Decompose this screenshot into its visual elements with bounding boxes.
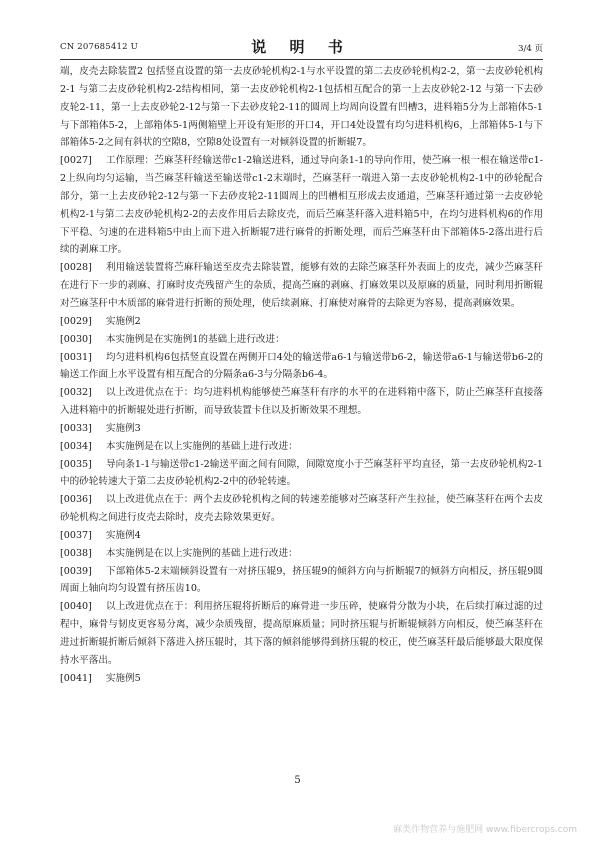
paragraph [60, 349, 543, 385]
paragraph-text: 以上改进优点在于：两个去皮砂轮机构之间的转速差能够对苎麻茎秆产生拉扯，使苎麻茎秆在两个去皮砂轮机构之间进行皮壳去除时，皮壳去除效果更好。 [60, 494, 543, 524]
document-title: 说 明 书 [251, 38, 352, 56]
paragraph-number: [0040] [60, 601, 92, 613]
paragraph-number: [0028] [60, 262, 92, 274]
page-header [60, 36, 543, 56]
paragraph-text: 本实施例是在以上实施例的基础上进行改进： [105, 440, 298, 452]
section-heading: 实施例2 [105, 315, 141, 327]
paragraph-text: 以上改进优点在于：利用挤压辊将折断后的麻骨进一步压碎，使麻骨分散为小块，在后续打麻过滤的过程中，麻骨与韧皮更容易分离，减少杂质残留，提高原麻质量；同时挤压辊与折断辊倾斜方向相反，使苎麻茎秆在进过折断辊折断后倾斜下落进入挤压辊时，其下落的倾斜能够得到挤压辊的校正，使苎麻茎秆最后能够最大限度保持水平落出。 [60, 601, 543, 666]
paragraph-text: 以上改进优点在于：均匀进料机构能够使苎麻茎秆有序的水平的在进料箱中落下，防止苎麻茎秆直接落入进料箱中的折断辊处进行折断，而导致装置卡住以及折断效果不理想。 [60, 387, 543, 417]
paragraph [60, 456, 543, 492]
paragraph-number: [0027] [60, 155, 92, 167]
paragraph [60, 527, 543, 545]
paragraph-number: [0031] [60, 351, 92, 363]
paragraph-text: 本实施例是在实施例1的基础上进行改进： [105, 333, 285, 345]
paragraph-number: [0041] [60, 672, 92, 684]
page-number: 5 [294, 775, 301, 786]
paragraph-number: [0038] [60, 547, 92, 559]
paragraph [60, 545, 543, 563]
document-body [60, 63, 543, 688]
paragraph [60, 563, 543, 599]
section-heading: 实施例4 [105, 529, 141, 541]
paragraph [60, 420, 543, 438]
paragraph [60, 259, 543, 313]
paragraph [60, 491, 543, 527]
paragraph [60, 670, 543, 688]
paragraph-number: [0035] [60, 458, 92, 470]
paragraph-number: [0029] [60, 315, 92, 327]
paragraph-text: 端，皮壳去除装置2 包括竖直设置的第一去皮砂轮机构2-1与水平设置的第二去皮砂轮机构2-2，第一去皮砂轮机构2-1 与第二去皮砂轮机构2-2结构相同，第一去皮砂轮机构2-1包括相互配合的第一上去皮砂轮2-12 与第一下去砂皮轮2-11，第一上去皮砂轮2-12与第一下去砂皮轮2-11的圆周上均周向设置有凹槽3，进料箱5分为上部箱体5-1与下部箱体5-2，上部箱体5-1两侧箱壁上开设有矩形的开口4，开口4处设置有均匀进料机构6，上部箱体5-1与下部箱体5-2之间有斜状的空隙8，空隙8处设置有一对倾斜设置的折断辊7。 [60, 66, 543, 149]
paragraph-number: [0033] [60, 422, 92, 434]
section-heading: 实施例3 [105, 422, 141, 434]
paragraph-number: [0039] [60, 565, 92, 577]
paragraph-text: 下部箱体5-2末端倾斜设置有一对挤压辊9，挤压辊9的倾斜方向与折断辊7的倾斜方向相反，挤压辊9圆周面上轴向均匀设置有挤压齿10。 [60, 565, 543, 595]
paragraph-continuation [60, 63, 543, 152]
section-heading: 实施例5 [105, 672, 141, 684]
paragraph-text: 本实施例是在以上实施例的基础上进行改进： [105, 547, 298, 559]
paragraph-text: 导向条1-1与输送带c1-2输送平面之间有间隙，间隙宽度小于苎麻茎秆平均直径，第一去皮砂轮机构2-1中的砂轮转速大于第二去皮砂轮机构2-2中的砂轮转速。 [60, 458, 543, 488]
paragraph [60, 313, 543, 331]
patent-number: CN 207685412 U [60, 42, 138, 52]
paragraph [60, 331, 543, 349]
page-indicator: 3/4 页 [518, 44, 543, 54]
paragraph-number: [0037] [60, 529, 92, 541]
paragraph [60, 152, 543, 259]
paragraph-text: 均匀进料机构6包括竖直设置在两侧开口4处的输送带a6-1与输送带b6-2，输送带a6-1与输送带b6-2的输送工作面上水平设置有相互配合的分隔条a6-3与分隔条b6-4。 [60, 351, 543, 381]
paragraph [60, 438, 543, 456]
paragraph-number: [0036] [60, 494, 92, 506]
paragraph [60, 384, 543, 420]
paragraph-text: 利用输送装置将苎麻秆输送至皮壳去除装置，能够有效的去除苎麻茎秆外表面上的皮壳，减少苎麻茎秆在进行下一步的剥麻、打麻时皮壳残留产生的杂质，提高苎麻的剥麻、打麻效果以及原麻的质量，同时利用折断辊对苎麻茎秆中木质部的麻骨进行折断的预处理，使后续剥麻、打麻使对麻骨的去除更为容易，提高剥麻效果。 [60, 262, 543, 309]
paragraph-number: [0030] [60, 333, 92, 345]
paragraph [60, 598, 543, 669]
watermark: 麻类作物营养与施肥网 www.fibercrops.com [393, 825, 577, 835]
header-rule [60, 59, 543, 60]
paragraph-text: 工作原理：苎麻茎秆经输送带c1-2输送进料，通过导向条1-1的导向作用，使苎麻一根一根在输送带c1-2上纵向均匀运输，当苎麻茎秆输送至输送带c1-2末端时，苎麻茎秆一端进入第一去皮砂轮机构2-1中的砂轮配合部分，第一上去皮砂轮2-12与第一下去砂皮轮2-11圆周上的凹槽相互形成去皮通道，苎麻茎秆通过第一去皮砂轮机构2-1与第二去皮砂轮机构2-2的去皮作用后去除皮壳，而后苎麻茎秆落入进料箱5中，在均匀进料机构6的作用下平稳、匀速的在进料箱5中由上而下进入折断辊7进行麻骨的折断处理，而后苎麻茎秆由下部箱体5-2落出进行后续的剥麻工序。 [60, 155, 543, 256]
paragraph-number: [0032] [60, 387, 92, 399]
paragraph-number: [0034] [60, 440, 92, 452]
